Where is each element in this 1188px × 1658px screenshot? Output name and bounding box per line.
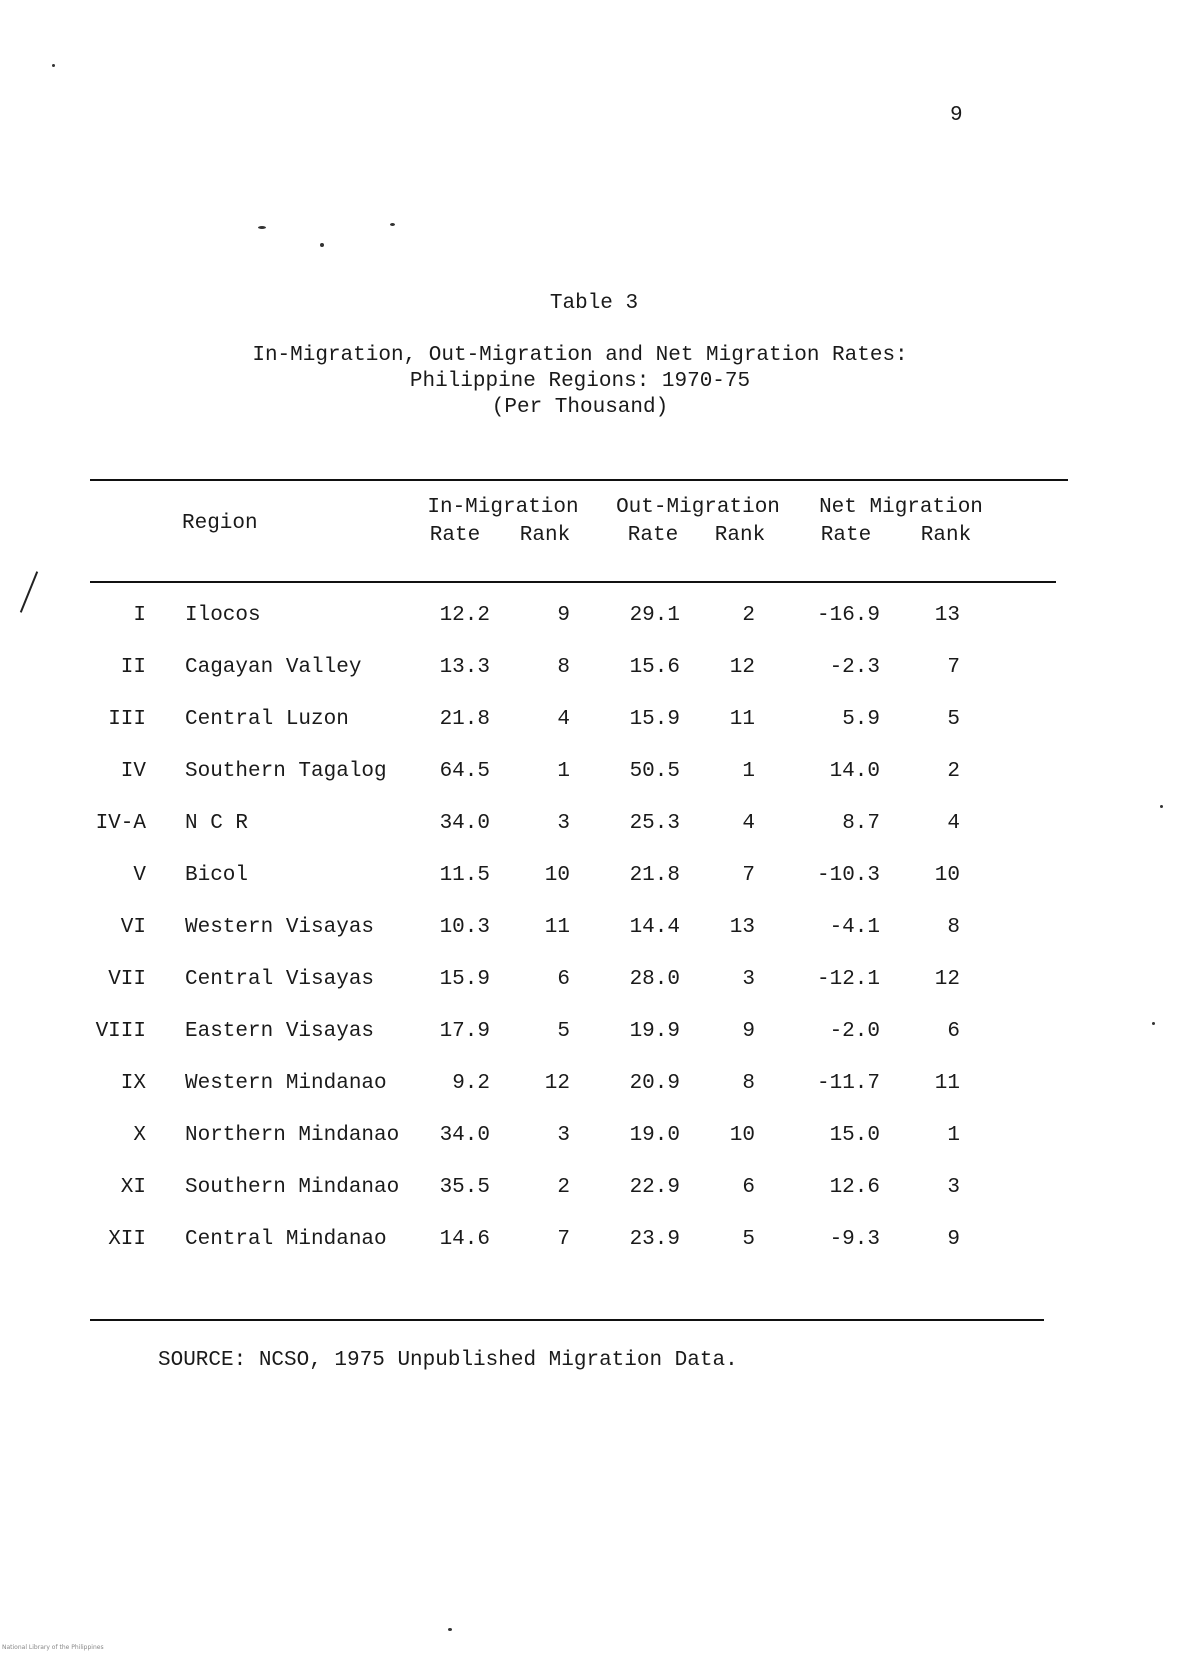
net-migration-rate: -2.0 (829, 1020, 880, 1043)
scan-speck (320, 243, 324, 247)
header-in-migration: In-Migration (427, 496, 579, 519)
in-migration-rate: 14.6 (439, 1228, 490, 1251)
region-name: N C R (185, 812, 249, 835)
source-note: SOURCE: NCSO, 1975 Unpublished Migration Data. (158, 1349, 738, 1372)
in-migration-rate: 9.2 (452, 1072, 490, 1095)
header-out-migration: Out-Migration (616, 496, 780, 519)
scan-speck (1152, 1022, 1155, 1025)
out-migration-rate: 25.3 (629, 812, 680, 835)
net-migration-rate: -16.9 (816, 604, 880, 627)
region-code: VIII (95, 1020, 146, 1043)
in-migration-rank: 3 (557, 1124, 570, 1147)
table-caption: Table 3 (549, 292, 639, 315)
net-migration-rate: 12.6 (829, 1176, 880, 1199)
out-migration-rank: 12 (729, 656, 755, 679)
region-name: Southern Tagalog (185, 760, 387, 783)
net-migration-rank: 3 (947, 1176, 960, 1199)
in-migration-rate: 21.8 (439, 708, 490, 731)
in-migration-rate: 64.5 (439, 760, 490, 783)
net-migration-rank: 9 (947, 1228, 960, 1251)
in-migration-rank: 3 (557, 812, 570, 835)
region-name: Central Visayas (185, 968, 375, 991)
out-migration-rate: 19.9 (629, 1020, 680, 1043)
region-name: Bicol (185, 864, 249, 887)
table-row (0, 968, 1188, 998)
header-out-rate: Rate (627, 524, 679, 547)
in-migration-rate: 17.9 (439, 1020, 490, 1043)
net-migration-rate: 8.7 (842, 812, 880, 835)
net-migration-rate: -9.3 (829, 1228, 880, 1251)
out-migration-rate: 15.6 (629, 656, 680, 679)
out-migration-rank: 2 (742, 604, 755, 627)
scan-speck (1160, 805, 1163, 808)
table-title-line-1: In-Migration, Out-Migration and Net Migration Rates: (252, 344, 908, 367)
region-name: Southern Mindanao (185, 1176, 400, 1199)
out-migration-rank: 11 (729, 708, 755, 731)
out-migration-rank: 3 (742, 968, 755, 991)
table-header-rule (90, 581, 1056, 583)
table-row (0, 708, 1188, 738)
header-region: Region (182, 512, 258, 535)
header-in-rank: Rank (519, 524, 571, 547)
region-code: XI (120, 1176, 146, 1199)
out-migration-rate: 15.9 (629, 708, 680, 731)
out-migration-rate: 22.9 (629, 1176, 680, 1199)
region-code: I (133, 604, 146, 627)
net-migration-rate: -4.1 (829, 916, 880, 939)
in-migration-rank: 5 (557, 1020, 570, 1043)
net-migration-rank: 12 (934, 968, 960, 991)
out-migration-rate: 19.0 (629, 1124, 680, 1147)
out-migration-rank: 7 (742, 864, 755, 887)
region-name: Western Visayas (185, 916, 375, 939)
net-migration-rank: 13 (934, 604, 960, 627)
net-migration-rank: 5 (947, 708, 960, 731)
out-migration-rate: 20.9 (629, 1072, 680, 1095)
net-migration-rate: -12.1 (816, 968, 880, 991)
table-row (0, 916, 1188, 946)
region-code: V (133, 864, 146, 887)
scan-speck (390, 223, 395, 226)
net-migration-rank: 7 (947, 656, 960, 679)
header-out-rank: Rank (714, 524, 766, 547)
region-code: IV-A (95, 812, 146, 835)
in-migration-rank: 2 (557, 1176, 570, 1199)
region-code: IX (120, 1072, 146, 1095)
out-migration-rate: 23.9 (629, 1228, 680, 1251)
table-row (0, 1072, 1188, 1102)
region-name: Northern Mindanao (185, 1124, 400, 1147)
in-migration-rate: 10.3 (439, 916, 490, 939)
in-migration-rank: 11 (544, 916, 570, 939)
out-migration-rank: 8 (742, 1072, 755, 1095)
net-migration-rank: 4 (947, 812, 960, 835)
region-code: II (120, 656, 146, 679)
table-row (0, 812, 1188, 842)
net-migration-rank: 1 (947, 1124, 960, 1147)
out-migration-rank: 5 (742, 1228, 755, 1251)
out-migration-rank: 4 (742, 812, 755, 835)
out-migration-rank: 13 (729, 916, 755, 939)
table-row (0, 656, 1188, 686)
net-migration-rate: 15.0 (829, 1124, 880, 1147)
scan-speck (448, 1628, 452, 1631)
table-row (0, 1176, 1188, 1206)
net-migration-rank: 2 (947, 760, 960, 783)
table-title-line-3: (Per Thousand) (491, 396, 669, 419)
table-row (0, 760, 1188, 790)
out-migration-rate: 14.4 (629, 916, 680, 939)
in-migration-rate: 12.2 (439, 604, 490, 627)
table-row (0, 864, 1188, 894)
scan-speck (52, 64, 55, 67)
region-code: X (133, 1124, 146, 1147)
in-migration-rate: 34.0 (439, 812, 490, 835)
out-migration-rate: 21.8 (629, 864, 680, 887)
table-title-line-2: Philippine Regions: 1970-75 (409, 370, 751, 393)
region-name: Cagayan Valley (185, 656, 362, 679)
out-migration-rank: 1 (742, 760, 755, 783)
in-migration-rate: 15.9 (439, 968, 490, 991)
table-bottom-rule (90, 1319, 1044, 1321)
header-net-rate: Rate (820, 524, 872, 547)
table-row (0, 1020, 1188, 1050)
net-migration-rate: -2.3 (829, 656, 880, 679)
region-code: III (108, 708, 146, 731)
out-migration-rate: 50.5 (629, 760, 680, 783)
header-in-rate: Rate (429, 524, 481, 547)
net-migration-rate: 14.0 (829, 760, 880, 783)
region-name: Ilocos (185, 604, 261, 627)
in-migration-rank: 12 (544, 1072, 570, 1095)
region-code: IV (120, 760, 146, 783)
net-migration-rank: 8 (947, 916, 960, 939)
region-code: VI (120, 916, 146, 939)
in-migration-rank: 1 (557, 760, 570, 783)
net-migration-rank: 11 (934, 1072, 960, 1095)
out-migration-rate: 29.1 (629, 604, 680, 627)
region-code: XII (108, 1228, 146, 1251)
out-migration-rank: 6 (742, 1176, 755, 1199)
in-migration-rate: 34.0 (439, 1124, 490, 1147)
net-migration-rate: -10.3 (816, 864, 880, 887)
table-row (0, 604, 1188, 634)
out-migration-rank: 10 (729, 1124, 755, 1147)
net-migration-rank: 6 (947, 1020, 960, 1043)
out-migration-rate: 28.0 (629, 968, 680, 991)
region-code: VII (108, 968, 146, 991)
in-migration-rate: 35.5 (439, 1176, 490, 1199)
in-migration-rate: 11.5 (439, 864, 490, 887)
in-migration-rank: 6 (557, 968, 570, 991)
region-name: Eastern Visayas (185, 1020, 375, 1043)
net-migration-rank: 10 (934, 864, 960, 887)
in-migration-rate: 13.3 (439, 656, 490, 679)
in-migration-rank: 4 (557, 708, 570, 731)
net-migration-rate: 5.9 (842, 708, 880, 731)
scan-speck (258, 226, 266, 229)
out-migration-rank: 9 (742, 1020, 755, 1043)
table-row (0, 1124, 1188, 1154)
in-migration-rank: 7 (557, 1228, 570, 1251)
in-migration-rank: 8 (557, 656, 570, 679)
table-row (0, 1228, 1188, 1258)
in-migration-rank: 10 (544, 864, 570, 887)
table-top-rule (90, 479, 1068, 481)
header-net-rank: Rank (920, 524, 972, 547)
net-migration-rate: -11.7 (816, 1072, 880, 1095)
region-name: Western Mindanao (185, 1072, 387, 1095)
header-net-migration: Net Migration (819, 496, 983, 519)
region-name: Central Mindanao (185, 1228, 387, 1251)
region-name: Central Luzon (185, 708, 349, 731)
in-migration-rank: 9 (557, 604, 570, 627)
scan-footer: National Library of the Philippines (2, 1644, 104, 1651)
page-number: 9 (950, 104, 963, 127)
